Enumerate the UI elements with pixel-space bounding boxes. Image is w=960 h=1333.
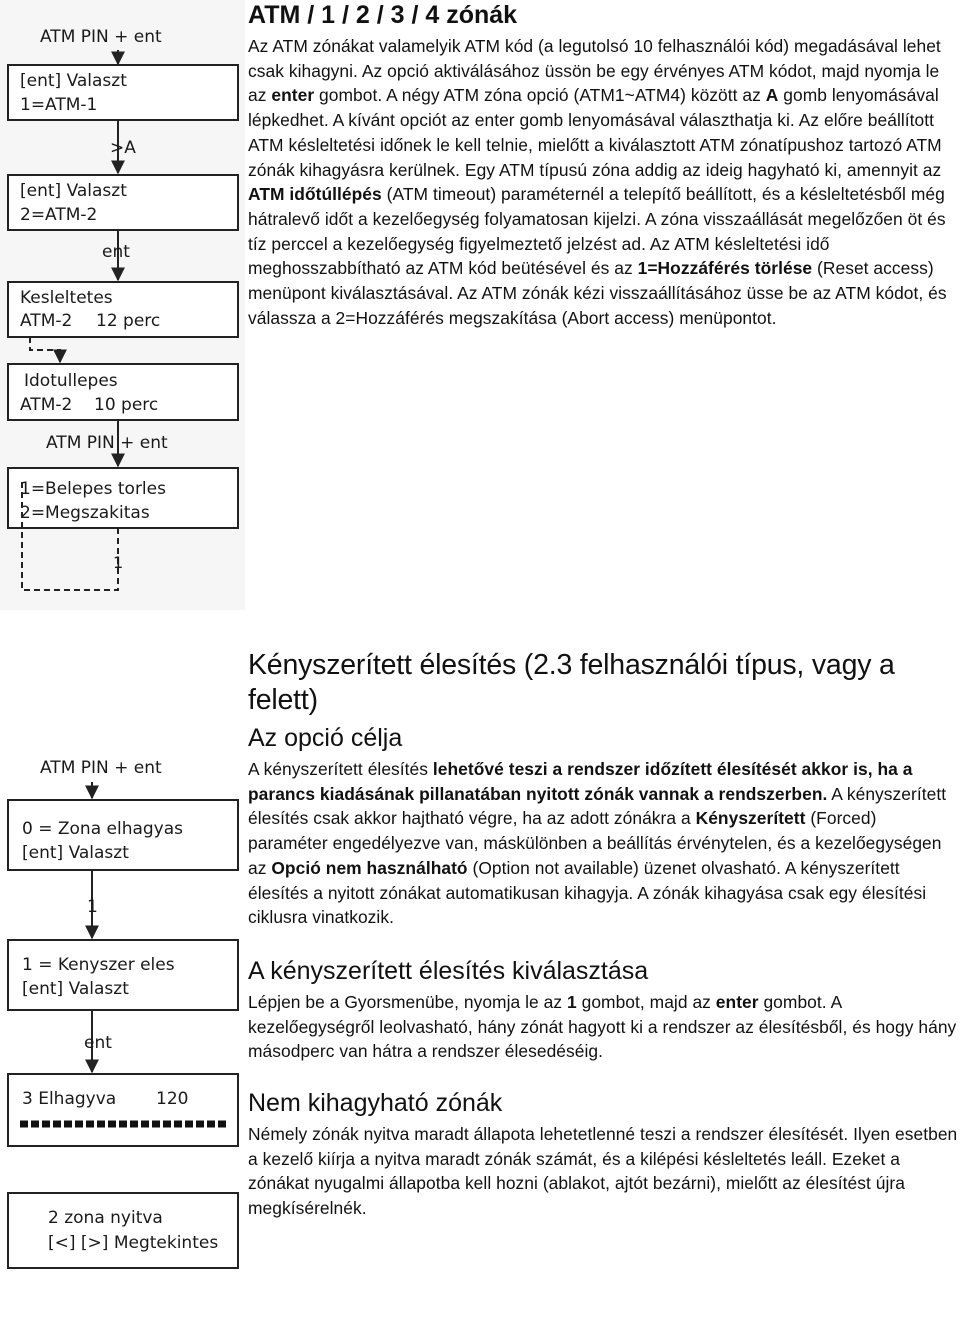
diagram1-loop-label: 1	[113, 553, 124, 572]
section-forced-arming-heading: Kényszerített élesítés (2.3 felhasználói típus, vagy a felett)	[248, 649, 895, 716]
diagram2-box-forced-line2: [ent] Valaszt	[22, 979, 129, 999]
diagram1-box-atm1-line2: 1=ATM-1	[20, 95, 98, 115]
paragraph-non-bypassable: Némely zónák nyitva maradt állapota lehetetlenné teszi a rendszer élesítését. Ilyen esetben a kezelő kiírja a nyitva maradt zónák számát, és a kilépési késleltetés leáll. Ezeket a zónákat nyugalmi állapotba kell hozni (ablakot, ajtót bezárni), mielőtt az élesítést újra megkísérelnék.	[248, 1124, 958, 1219]
diagram2-box-bypass-line2: [ent] Valaszt	[22, 843, 129, 863]
section-forced-arming	[248, 648, 960, 1221]
diagram2-title: ATM PIN + ent	[40, 758, 162, 778]
diagram1-title: ATM PIN + ent	[40, 27, 162, 47]
diagram1-box-timeout-line2a: ATM-2	[20, 395, 73, 415]
diagram2-box-open-zones	[8, 1193, 238, 1268]
diagram2-box-forced	[8, 940, 238, 1010]
diagram2-box-bypassed-seconds: 120	[156, 1089, 189, 1109]
diagram2-box-bypassed-count: 3 Elhagyva	[22, 1089, 117, 1109]
section-atm-zones-heading: ATM / 1 / 2 / 3 / 4 zónák	[248, 1, 518, 29]
diagram1-atm-pin-label: ATM PIN + ent	[46, 433, 168, 453]
diagram1-box-delay-line1: Kesleltetes	[20, 288, 113, 308]
flow-diagrams	[0, 0, 245, 1333]
diagram2-box-forced-line1: 1 = Kenyszer eles	[22, 955, 175, 975]
paragraph-select-forced: Lépjen be a Gyorsmenübe, nyomja le az 1 gombot, majd az enter gombot. A kezelőegységről leolvasható, hány zónát hagyott ki a rendszer az élesítésből, és hogy hány másodperc van hátra a rendszer élesedéséig.	[248, 991, 957, 1062]
paragraph-purpose: A kényszerített élesítés lehetővé teszi a rendszer időzített élesítését akkor is, ha a parancs kiadásának pillanatában nyitott zónák vannak a rendszerben. A kényszerített élesítés csak akkor hajtható végre, ha az adott zónákra a Kényszerített (Forced) paraméter engedélyezve van, máskülönben a beállítás érvénytelen, és a kezelőegységen az Opció nem használható (Option not available) üzenet olvasható. A kényszerített élesítés a nyitott zónákat automatikusan kihagyja. A zónák kihagyása csak egy élesítési ciklusra vinatkozik.	[248, 759, 947, 928]
diagram2-arrow-1-label: 1	[87, 897, 98, 917]
diagram1-box-delay-line2b: 12 perc	[96, 311, 161, 331]
diagram2-box-open-zones-line1: 2 zona nyitva	[48, 1208, 163, 1228]
subheading-select-forced: A kényszerített élesítés kiválasztása	[248, 956, 649, 985]
diagram2-box-open-zones-line2: [<] [>] Megtekintes	[48, 1233, 219, 1253]
diagram1-box-delay-line2a: ATM-2	[20, 311, 73, 331]
diagram2-box-bypassed	[8, 1074, 238, 1146]
diagram2-arrow-ent-label: ent	[84, 1033, 112, 1053]
subheading-non-bypassable: Nem kihagyható zónák	[248, 1089, 503, 1118]
section-atm-zones-body: Az ATM zónákat valamelyik ATM kód (a legutolsó 10 felhasználói kód) megadásával lehet csak kihagyni. Az opció aktiválásához üssön be egy érvényes ATM kódot, majd nyomja le az enter gombot. A négy ATM zóna opció (ATM1~ATM4) között az A gomb lenyomásával lépkedhet. A kívánt opciót az enter gomb lenyomásával választhatja ki. Az előre beállított ATM késleltetési időnek le kell telnie, mielőtt a kiválasztott ATM zónatípushoz tartozó ATM zónák kihagyásra kerülnek. Egy ATM típusú zóna addig az ideig hagyható ki, amennyit az ATM időtúllépés (ATM timeout) paraméternél a telepítő beállított, és a késleltetésből még hátralevő időt a kezelőegység folyamatosan kijelzi. A zóna visszaállását megelőzően öt és tíz perccel a kezelőegység figyelmeztető jelzést ad. Az ATM késleltetési idő meghosszabbítható az ATM kód beütésével és az 1=Hozzáférés törlése (Reset access) menüpont kiválasztásával. Az ATM zónák kézi visszaállításához üsse be az ATM kódot, és válassza a 2=Hozzáférés megszakítása (Abort access) menüpontot.	[248, 36, 947, 328]
diagram-forced-arming	[8, 758, 238, 1268]
diagram1-box-atm2-line2: 2=ATM-2	[20, 205, 98, 225]
diagram1-box-atm2-line1: [ent] Valaszt	[20, 181, 127, 201]
diagram1-box-timeout-line1: Idotullepes	[24, 371, 118, 391]
diagram1-arrow-ent-label: ent	[102, 242, 130, 262]
diagram-atm-zones	[8, 27, 238, 590]
diagram1-box-reset-line2: 2=Megszakitas	[20, 503, 150, 523]
diagram1-arrow-a-label: >A	[110, 138, 136, 158]
diagram1-box-atm1-line1: [ent] Valaszt	[20, 71, 127, 91]
diagram2-box-bypass-line1: 0 = Zona elhagyas	[22, 819, 184, 839]
diagram1-box-timeout-line2b: 10 perc	[94, 395, 159, 415]
section-atm-zones	[248, 0, 960, 330]
diagram1-box-reset-line1: 1=Belepes torles	[20, 479, 166, 499]
subheading-purpose: Az opció célja	[248, 724, 403, 752]
